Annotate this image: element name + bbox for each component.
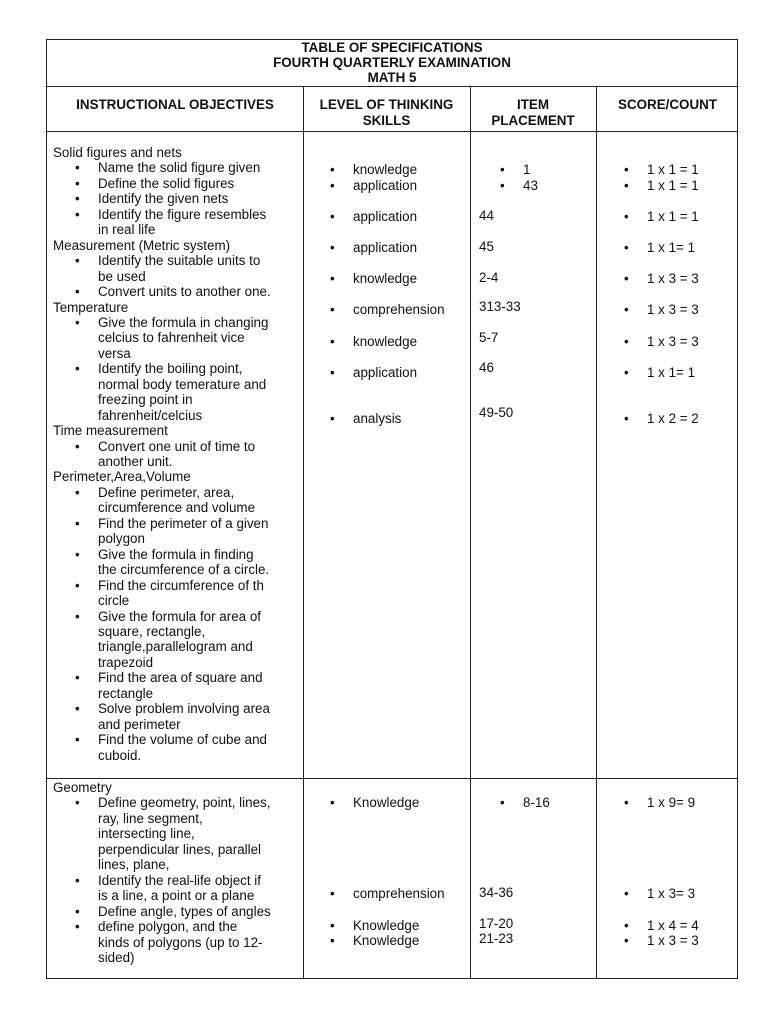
title-line-3: MATH 5 xyxy=(367,70,417,85)
objective-line: • Define perimeter, area, xyxy=(98,485,234,500)
item-cell: • 43 xyxy=(523,178,538,193)
objective-line: in real life xyxy=(98,222,156,238)
objective-line: • Find the perimeter of a given xyxy=(98,516,268,531)
objective-line: cuboid. xyxy=(98,747,142,763)
header-item-line-1: ITEM xyxy=(517,97,549,112)
objective-line: is a line, a point or a plane xyxy=(98,888,255,904)
objective-line: • define polygon, and the xyxy=(98,919,237,934)
objective-line: and perimeter xyxy=(98,716,181,732)
objective-line: circle xyxy=(98,593,130,609)
objective-line: versa xyxy=(98,345,131,361)
objective-line: the circumference of a circle. xyxy=(98,562,270,578)
item-cell: 17-20 xyxy=(479,916,514,931)
objective-line: Time measurement xyxy=(53,423,168,439)
objective-line: fahrenheit/celcius xyxy=(98,407,203,423)
header-score: SCORE/COUNT xyxy=(618,97,717,112)
score-cell: • 1 x 1 = 1 xyxy=(647,209,699,224)
column-divider-1 xyxy=(303,86,304,979)
title-divider xyxy=(47,86,737,87)
header-item-line-2: PLACEMENT xyxy=(491,113,575,128)
level-cell: • analysis xyxy=(353,411,401,426)
score-cell: • 1 x 2 = 2 xyxy=(647,411,699,426)
item-cell: 2-4 xyxy=(479,270,499,285)
objective-line: circumference and volume xyxy=(98,500,256,516)
objective-line: • Find the area of square and xyxy=(98,670,263,685)
objective-line: sided) xyxy=(98,949,135,965)
header-objectives: INSTRUCTIONAL OBJECTIVES xyxy=(76,97,274,112)
objective-line: Perimeter,Area,Volume xyxy=(53,469,191,485)
objective-line: Geometry xyxy=(53,780,112,795)
header-level-line-1: LEVEL OF THINKING xyxy=(319,97,454,112)
level-cell: • comprehension xyxy=(353,302,445,317)
item-cell: 46 xyxy=(479,360,494,375)
item-cell: 313-33 xyxy=(479,299,521,314)
objective-line: square, rectangle, xyxy=(98,623,206,639)
level-cell: • Knowledge xyxy=(353,918,419,933)
objective-line: rectangle xyxy=(98,685,154,701)
score-cell: • 1 x 3 = 3 xyxy=(647,933,699,948)
objective-line: • Identify the given nets xyxy=(98,191,228,206)
item-cell: 34-36 xyxy=(479,885,514,900)
level-cell: • application xyxy=(353,365,417,380)
item-cell: 5-7 xyxy=(479,330,499,345)
level-cell: • Knowledge xyxy=(353,933,419,948)
objective-line: kinds of polygons (up to 12- xyxy=(98,934,263,950)
score-cell: • 1 x 9= 9 xyxy=(647,795,695,810)
objective-line: • Give the formula in changing xyxy=(98,315,268,330)
score-cell: • 1 x 3 = 3 xyxy=(647,271,699,286)
score-cell: • 1 x 4 = 4 xyxy=(647,918,699,933)
objective-line: triangle,parallelogram and xyxy=(98,639,253,655)
item-cell: 21-23 xyxy=(479,931,514,946)
objective-line: • Solve problem involving area xyxy=(98,701,270,716)
objective-line: • Find the volume of cube and xyxy=(98,732,267,747)
objective-line: • Define angle, types of angles xyxy=(98,904,271,919)
level-cell: • application xyxy=(353,240,417,255)
title-line-2: FOURTH QUARTERLY EXAMINATION xyxy=(273,55,511,70)
objective-line: • Define the solid figures xyxy=(98,176,234,191)
score-cell: • 1 x 3= 3 xyxy=(647,886,695,901)
header-divider xyxy=(47,131,737,132)
objective-line: • Identify the figure resembles xyxy=(98,207,266,222)
level-cell: • knowledge xyxy=(353,271,417,286)
level-cell: • comprehension xyxy=(353,886,445,901)
objective-line: • Identify the real-life object if xyxy=(98,873,261,888)
objective-line: perpendicular lines, parallel xyxy=(98,841,262,857)
item-cell: • 1 xyxy=(523,162,530,177)
objective-line: • Convert units to another one. xyxy=(98,284,271,299)
objective-line: Temperature xyxy=(53,299,129,315)
objective-line: celcius to fahrenheit vice xyxy=(98,330,245,346)
score-cell: • 1 x 1 = 1 xyxy=(647,162,699,177)
header-level-line-2: SKILLS xyxy=(362,113,411,128)
item-cell: • 8-16 xyxy=(523,795,550,810)
objective-line: normal body temerature and xyxy=(98,376,267,392)
item-cell: 45 xyxy=(479,239,494,254)
level-cell: • Knowledge xyxy=(353,795,419,810)
objective-line: • Find the circumference of th xyxy=(98,578,264,593)
objective-line: • Give the formula for area of xyxy=(98,609,261,624)
objective-line: • Give the formula in finding xyxy=(98,547,254,562)
score-cell: • 1 x 3 = 3 xyxy=(647,334,699,349)
objective-line: • Name the solid figure given xyxy=(98,160,260,175)
column-divider-2 xyxy=(470,86,471,979)
level-cell: • knowledge xyxy=(353,162,417,177)
objective-line: ray, line segment, xyxy=(98,810,203,826)
section-divider xyxy=(47,778,737,779)
objective-line: Solid figures and nets xyxy=(53,145,182,160)
item-cell: 49-50 xyxy=(479,405,514,420)
objective-line: another unit. xyxy=(98,454,173,469)
score-cell: • 1 x 1= 1 xyxy=(647,240,695,255)
objective-line: • Identify the boiling point, xyxy=(98,361,242,376)
objective-line: polygon xyxy=(98,531,145,547)
score-cell: • 1 x 3 = 3 xyxy=(647,302,699,317)
objective-line: be used xyxy=(98,268,146,284)
objective-line: • Convert one unit of time to xyxy=(98,439,255,454)
item-cell: 44 xyxy=(479,208,494,223)
score-cell: • 1 x 1 = 1 xyxy=(647,178,699,193)
objective-line: Measurement (Metric system) xyxy=(53,237,231,253)
specification-table xyxy=(46,39,738,979)
level-cell: • application xyxy=(353,178,417,193)
objective-line: • Define geometry, point, lines, xyxy=(98,795,270,810)
level-cell: • application xyxy=(353,209,417,224)
score-cell: • 1 x 1= 1 xyxy=(647,365,695,380)
level-cell: • knowledge xyxy=(353,334,417,349)
objective-line: • Identify the suitable units to xyxy=(98,253,260,268)
objective-line: freezing point in xyxy=(98,392,193,408)
column-divider-3 xyxy=(596,86,597,979)
objective-line: trapezoid xyxy=(98,654,154,670)
objective-line: intersecting line, xyxy=(98,826,195,842)
objective-line: lines, plane, xyxy=(98,857,170,873)
title-line-1: TABLE OF SPECIFICATIONS xyxy=(301,40,483,55)
